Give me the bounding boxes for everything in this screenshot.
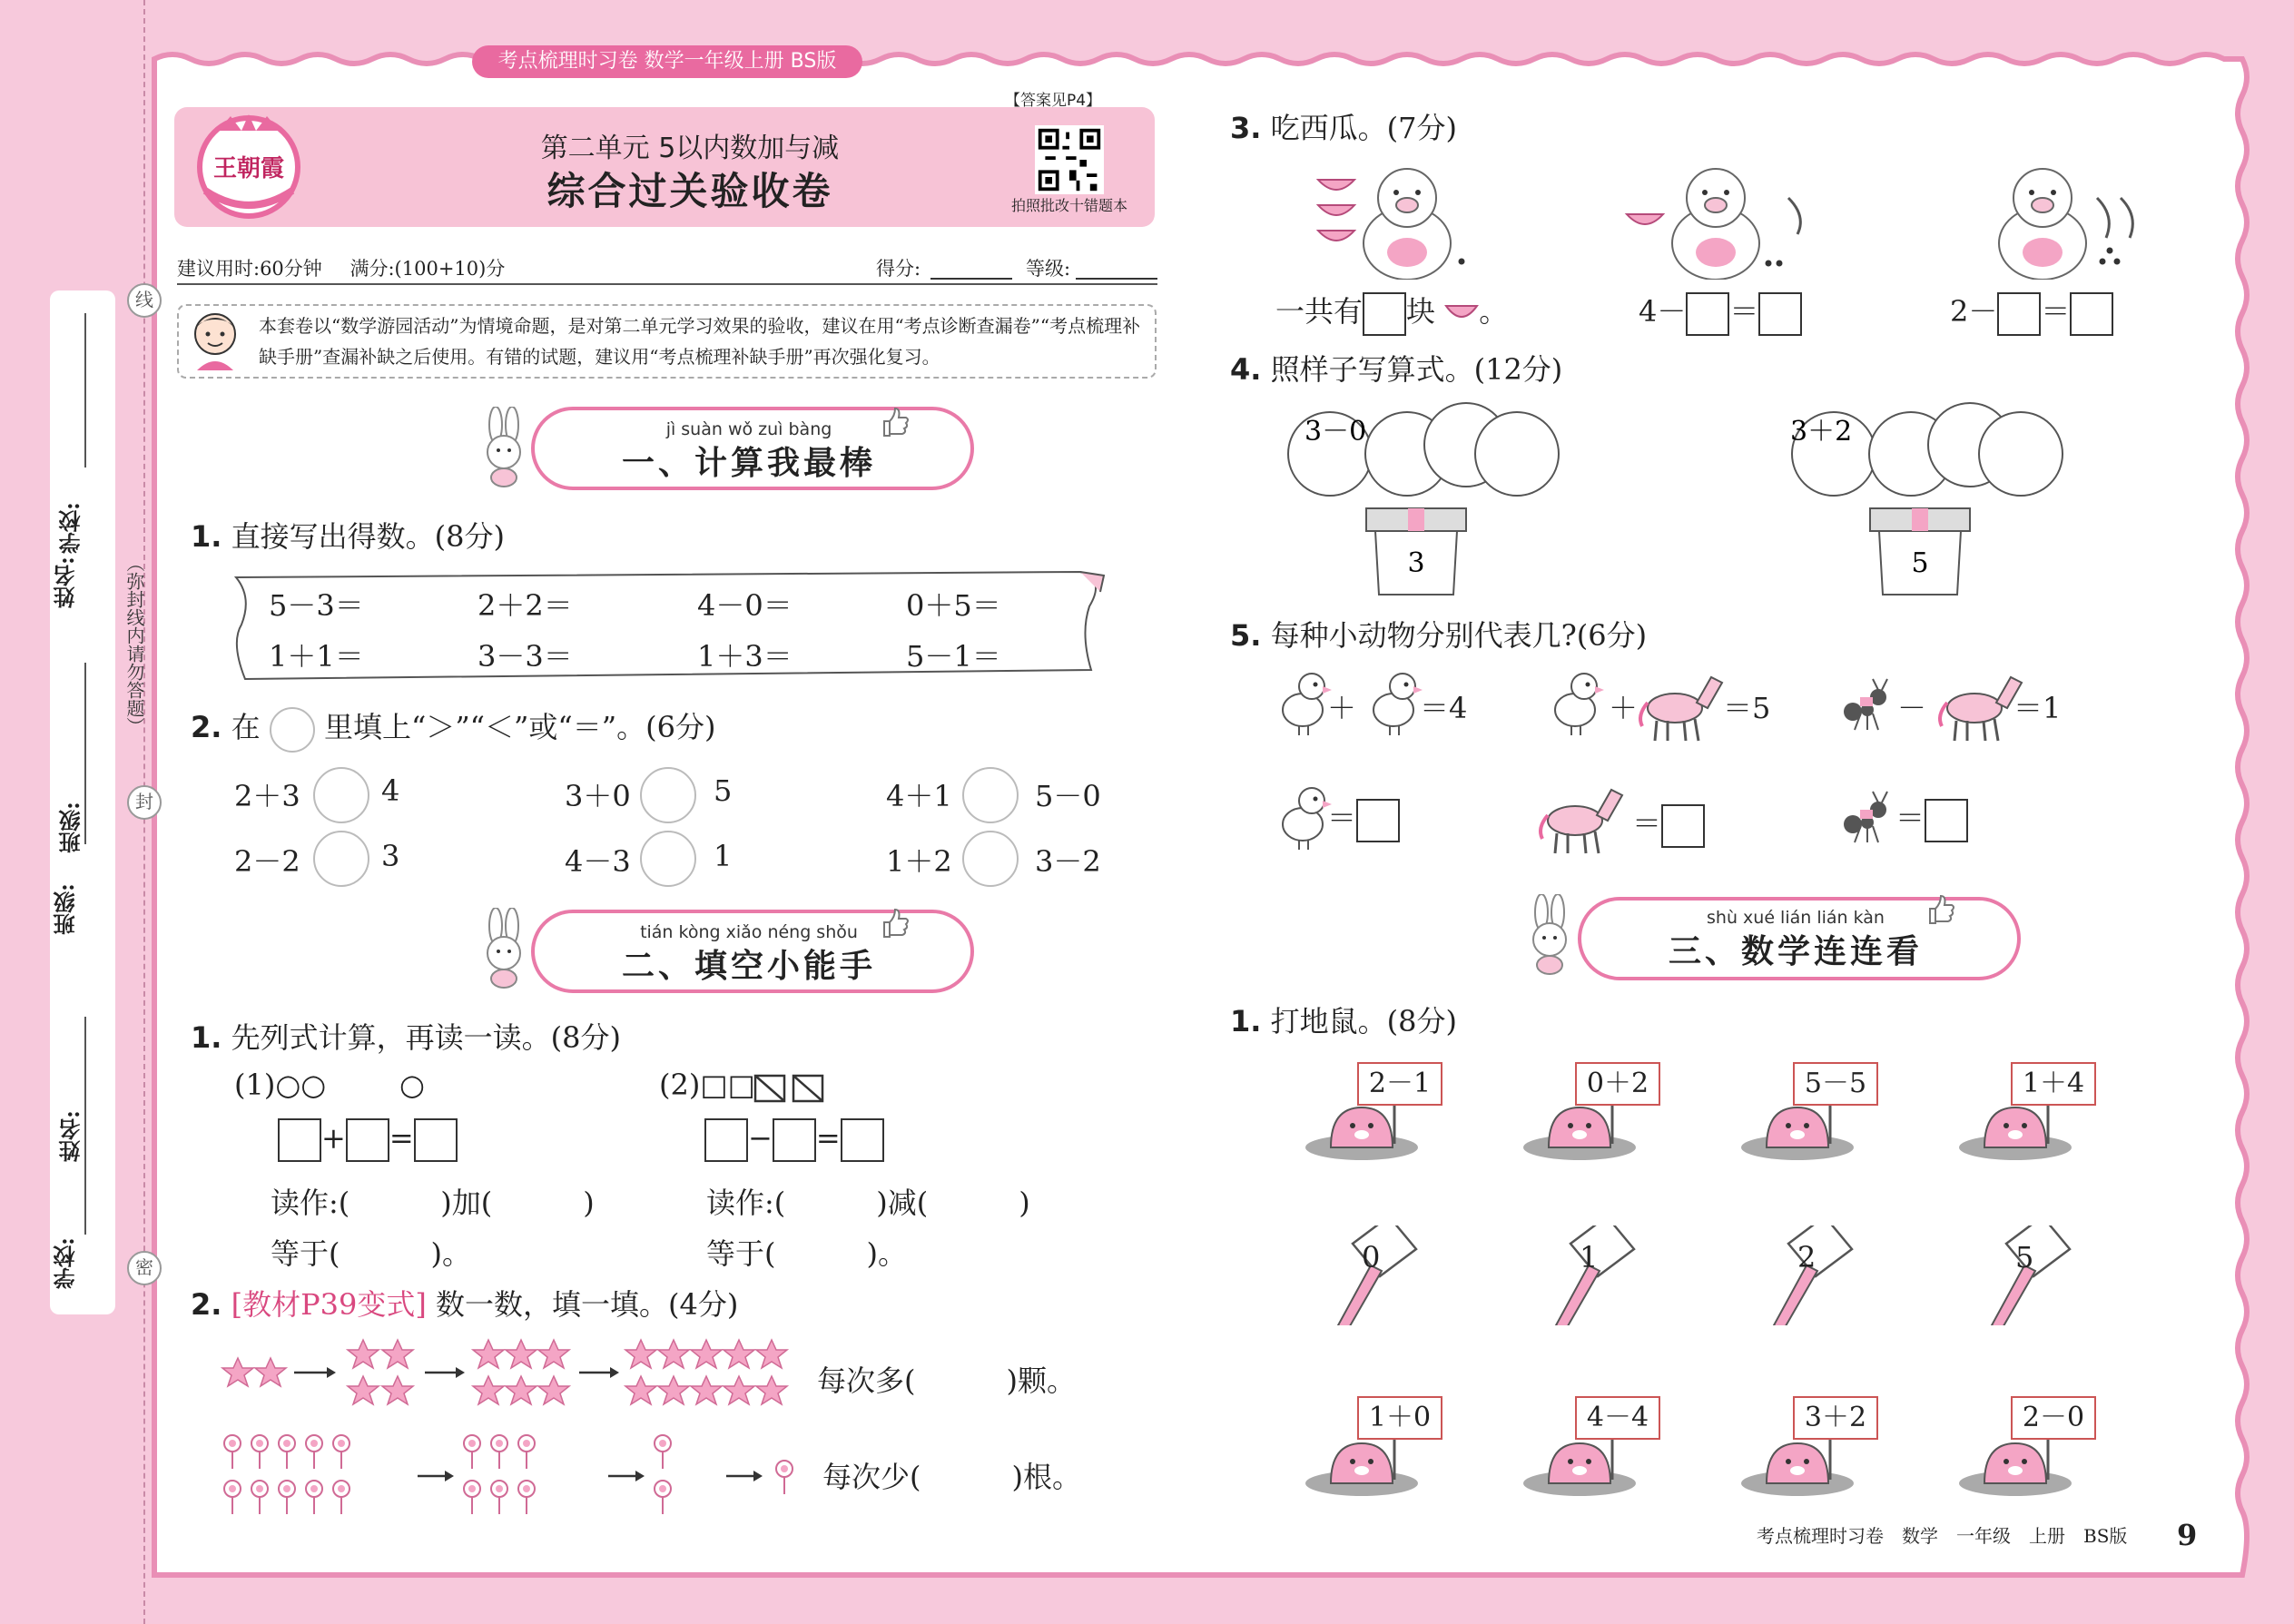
q1-1-item: 3－3＝ bbox=[478, 639, 573, 674]
mole-sign-bottom[interactable]: 3＋2 bbox=[1793, 1396, 1878, 1440]
school-blank-line[interactable] bbox=[84, 313, 86, 468]
qr-code-icon[interactable] bbox=[1035, 125, 1104, 194]
mole-sign-top[interactable]: 0＋2 bbox=[1575, 1062, 1660, 1106]
hammer-number[interactable]: 1 bbox=[1580, 1240, 1599, 1275]
binding-note: （弥封线内请勿答题） bbox=[123, 554, 145, 735]
q5-r1-result: ＝4 bbox=[1420, 691, 1468, 725]
compare-left: 1＋2 bbox=[886, 844, 952, 879]
meta-row bbox=[177, 254, 1157, 281]
compare-circle[interactable] bbox=[313, 767, 369, 823]
section-1-pinyin: jì suàn wǒ zuì bàng bbox=[665, 419, 832, 439]
compare-left: 4－3 bbox=[565, 844, 631, 879]
q5-horse-answer: ＝ bbox=[1632, 801, 1705, 848]
q4-text: 照样子写算式。(12分) bbox=[1270, 352, 1563, 387]
q3-1-text: 打地鼠。(8分) bbox=[1270, 1004, 1457, 1038]
q5-number: 5. bbox=[1230, 618, 1262, 653]
mole-sign-bottom[interactable]: 2－0 bbox=[2011, 1396, 2096, 1440]
mole-sign-top[interactable]: 1＋4 bbox=[2011, 1062, 2096, 1106]
q5-text: 每种小动物分别代表几?(6分) bbox=[1270, 618, 1648, 653]
class-label-v: 班级: bbox=[53, 883, 79, 935]
circle-sample-icon bbox=[270, 707, 315, 753]
q1-1-heading bbox=[191, 514, 505, 556]
textbook-tag: [教材P39变式] bbox=[231, 1287, 427, 1322]
q3-heading bbox=[1230, 105, 1457, 147]
answer-box[interactable] bbox=[346, 1118, 389, 1162]
balloon-gift-right bbox=[1779, 399, 2070, 599]
q3-total: 一共有 块 。 bbox=[1275, 289, 1508, 336]
q5-r2-op: ＋ bbox=[1609, 691, 1639, 725]
answer-box[interactable] bbox=[414, 1118, 458, 1162]
pig-watermelon-row bbox=[1316, 162, 2224, 280]
q2-2-text: 数一数，填一填。(4分) bbox=[436, 1287, 739, 1322]
svg-text:3＋2: 3＋2 bbox=[1790, 416, 1853, 448]
svg-text:王朝霞: 王朝霞 bbox=[212, 155, 285, 182]
svg-text:5: 5 bbox=[1911, 547, 1929, 579]
q2-2-heading bbox=[191, 1282, 738, 1324]
answer-box[interactable] bbox=[1363, 292, 1406, 336]
q1-1-item: 0＋5＝ bbox=[906, 588, 1001, 623]
watermelon-icon bbox=[1444, 302, 1479, 326]
q1-1-number: 1. bbox=[191, 519, 222, 554]
svg-text:3－0: 3－0 bbox=[1305, 416, 1367, 448]
student-info-panel bbox=[50, 290, 115, 1314]
q3-text: 吃西瓜。(7分) bbox=[1270, 111, 1457, 145]
q2-1-number: 1. bbox=[191, 1020, 222, 1055]
name-label-v: 姓名: bbox=[53, 556, 79, 608]
page-number: 9 bbox=[2177, 1518, 2198, 1552]
compare-right: 1 bbox=[714, 839, 733, 873]
compare-circle[interactable] bbox=[313, 831, 369, 887]
cut-seal-mark: 封 bbox=[127, 785, 162, 820]
q2-1-left-equation: + = bbox=[278, 1118, 458, 1162]
q3-eq3: 2－ ＝ bbox=[1950, 289, 2113, 336]
cut-close-mark: 密 bbox=[127, 1251, 162, 1285]
meta-divider bbox=[177, 283, 1157, 285]
class-label: 班级: bbox=[58, 802, 84, 853]
compare-left: 2－2 bbox=[234, 844, 300, 879]
q2-1-left-extra: ○ bbox=[399, 1068, 425, 1102]
answer-reference: 【答案见P4】 bbox=[1004, 92, 1102, 110]
mole-sign-top[interactable]: 2－1 bbox=[1357, 1062, 1442, 1106]
q1-1-item: 4－0＝ bbox=[697, 588, 793, 623]
compare-circle[interactable] bbox=[962, 831, 1019, 887]
score-blank[interactable] bbox=[930, 278, 1012, 280]
compare-circle[interactable] bbox=[962, 767, 1019, 823]
balloon-gift-left bbox=[1275, 399, 1566, 599]
school-label: 学校: bbox=[58, 502, 84, 554]
bunny-icon bbox=[472, 908, 536, 989]
mole-sign-bottom[interactable]: 1＋0 bbox=[1357, 1396, 1442, 1440]
section-3-title: 三、数学连连看 bbox=[1668, 933, 1923, 970]
answer-box[interactable] bbox=[704, 1118, 748, 1162]
teacher-avatar-icon bbox=[186, 307, 244, 372]
compare-right: 3 bbox=[381, 839, 400, 873]
compare-circle[interactable] bbox=[640, 767, 696, 823]
full-score: 满分:(100+10)分 bbox=[350, 258, 506, 280]
q5-chick-answer: ＝ bbox=[1327, 795, 1400, 842]
exam-title: 综合过关验收卷 bbox=[546, 169, 833, 213]
q5-r3-op: － bbox=[1897, 691, 1927, 725]
school-label-v: 学校: bbox=[53, 1237, 79, 1289]
q1-1-item: 1＋1＝ bbox=[269, 639, 364, 674]
brand-logo bbox=[191, 111, 307, 220]
q5-r1-op: ＋ bbox=[1327, 691, 1357, 725]
svg-text:3: 3 bbox=[1407, 547, 1425, 579]
answer-box[interactable] bbox=[1686, 292, 1729, 336]
compare-left: 2＋3 bbox=[234, 779, 300, 813]
q1-1-item: 5－3＝ bbox=[269, 588, 364, 623]
q2-1-right-label: (2)□□ bbox=[659, 1068, 755, 1102]
q3-1-number: 1. bbox=[1230, 1004, 1262, 1038]
answer-box[interactable] bbox=[278, 1118, 321, 1162]
q1-1-text: 直接写出得数。(8分) bbox=[231, 519, 505, 554]
q5-heading bbox=[1230, 613, 1647, 655]
answer-box[interactable] bbox=[773, 1118, 816, 1162]
q2-1-read-left: 读作:( )加( ) bbox=[271, 1186, 595, 1220]
mole-sign-bottom[interactable]: 4－4 bbox=[1575, 1396, 1660, 1440]
score-label: 得分: bbox=[876, 258, 921, 280]
compare-right: 4 bbox=[381, 773, 400, 808]
compare-right: 5－0 bbox=[1035, 779, 1101, 813]
compare-left: 4＋1 bbox=[886, 779, 952, 813]
bunny-icon bbox=[472, 407, 536, 488]
q2-2-less: 每次少( )根。 bbox=[822, 1460, 1081, 1494]
cut-line-mark: 线 bbox=[127, 283, 162, 318]
thumbs-up-icon bbox=[1925, 894, 1955, 925]
section-3-pinyin: shù xué lián lián kàn bbox=[1707, 908, 1885, 928]
q5-r3-result: ＝1 bbox=[2013, 691, 2062, 725]
star-sequence bbox=[218, 1327, 817, 1418]
answer-box[interactable] bbox=[1758, 292, 1802, 336]
q5-ant-answer: ＝ bbox=[1895, 795, 1968, 842]
qr-label: 拍照批改十错题本 bbox=[1010, 197, 1127, 214]
suggested-time: 建议用时:60分钟 bbox=[177, 258, 322, 280]
grade-label: 等级: bbox=[1026, 258, 1071, 280]
series-band: 考点梳理时习卷 数学一年级上册 BS版 bbox=[472, 45, 862, 78]
q2-1-right-equation: − = bbox=[704, 1118, 884, 1162]
class-blank-line[interactable] bbox=[84, 663, 86, 844]
answer-box[interactable] bbox=[1661, 804, 1705, 848]
section-1-title: 一、计算我最棒 bbox=[621, 445, 876, 482]
q2-2-number: 2. bbox=[191, 1287, 222, 1322]
mole-sign-top[interactable]: 5－5 bbox=[1793, 1062, 1878, 1106]
q5-r2-result: ＝5 bbox=[1723, 691, 1771, 725]
compare-right: 5 bbox=[714, 773, 733, 808]
q2-1-text: 先列式计算，再读一读。(8分) bbox=[231, 1020, 621, 1055]
name-label: 姓名: bbox=[58, 1110, 84, 1162]
answer-box[interactable] bbox=[1997, 292, 2041, 336]
compare-right: 3－2 bbox=[1035, 844, 1101, 879]
q2-1-equal-left: 等于( )。 bbox=[271, 1236, 471, 1271]
section-2-title: 二、填空小能手 bbox=[621, 948, 876, 985]
q3-number: 3. bbox=[1230, 111, 1262, 145]
q1-1-item: 5－1＝ bbox=[906, 639, 1001, 674]
q2-1-equal-right: 等于( )。 bbox=[706, 1236, 907, 1271]
section-2-pinyin: tián kòng xiǎo néng shǒu bbox=[640, 922, 858, 942]
q2-2-more: 每次多( )颗。 bbox=[817, 1363, 1076, 1398]
unit-title: 第二单元 5以内数加与减 bbox=[540, 133, 840, 164]
hammer-number[interactable]: 0 bbox=[1362, 1240, 1381, 1275]
q3-eq2: 4－ ＝ bbox=[1639, 289, 1802, 336]
hammer-number[interactable]: 5 bbox=[2015, 1240, 2034, 1275]
bunny-icon bbox=[1518, 894, 1581, 976]
q4-heading bbox=[1230, 347, 1562, 389]
footer-text: 考点梳理时习卷 数学 一年级 上册 BS版 bbox=[1757, 1525, 2128, 1547]
grade-blank[interactable] bbox=[1076, 278, 1157, 280]
q1-1-item: 1＋3＝ bbox=[697, 639, 793, 674]
q2-1-left-label: (1)○○ bbox=[234, 1068, 327, 1102]
compare-circle[interactable] bbox=[640, 831, 696, 887]
q1-2-text-b: 里填上“＞”“＜”或“＝”。(6分) bbox=[323, 710, 716, 744]
hammer-number[interactable]: 2 bbox=[1797, 1240, 1816, 1275]
answer-box[interactable] bbox=[1356, 799, 1400, 842]
lollipop-sequence bbox=[218, 1423, 799, 1523]
q1-1-item: 2＋2＝ bbox=[478, 588, 573, 623]
answer-box[interactable] bbox=[1925, 799, 1968, 842]
q2-1-heading bbox=[191, 1015, 621, 1057]
intro-text: 本套卷以“数学游园活动”为情境命题，是对第二单元学习效果的验收，建议在用“考点诊断查漏卷”“考点梳理补缺手册”查漏补缺之后使用。有错的试题，建议用“考点梳理补缺手册”再次强化复习。 bbox=[259, 315, 1141, 368]
answer-box[interactable] bbox=[841, 1118, 884, 1162]
crossed-squares-icon bbox=[753, 1073, 826, 1104]
q1-2-number: 2. bbox=[191, 710, 222, 744]
q4-number: 4. bbox=[1230, 352, 1262, 387]
hammer-row bbox=[1325, 1225, 2233, 1325]
q1-2-heading bbox=[191, 704, 715, 753]
q2-1-read-right: 读作:( )减( ) bbox=[706, 1186, 1030, 1220]
thumbs-up-icon bbox=[879, 407, 910, 438]
q3-1-heading bbox=[1230, 999, 1457, 1040]
compare-left: 3＋0 bbox=[565, 779, 631, 813]
answer-box[interactable] bbox=[2070, 292, 2113, 336]
q1-2-text-a: 在 bbox=[231, 710, 261, 744]
thumbs-up-icon bbox=[879, 908, 910, 939]
